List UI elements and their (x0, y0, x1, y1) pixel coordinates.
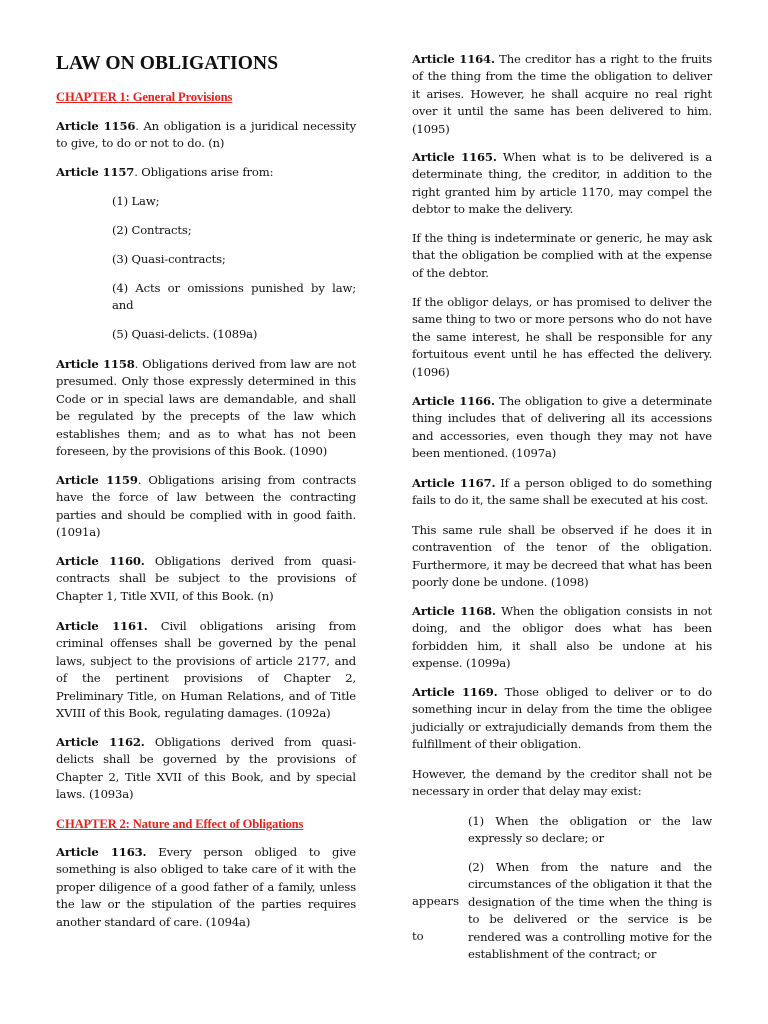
article-label: Article 1156 (56, 119, 136, 133)
article-label: Article 1157 (56, 165, 135, 179)
article-1165 (412, 149, 712, 219)
article-label: Article 1162. (56, 735, 145, 749)
article-1169 (412, 684, 712, 754)
article-1162 (56, 734, 356, 804)
article-text: . Obligations arise from: (134, 165, 274, 179)
article-text: Civil obligations arising from criminal offenses shall be governed by the penal laws, subject to the provisions of article 2177, and of the pertinent provisions of Chapter 2, Preliminary Title, on Human Relations, and of Title XVIII of this Book, regulating damages. (1092a) (56, 619, 357, 721)
article-text: Obligations derived from quasi-delicts shall be governed by the provisions of Chapter 2, Title XVII of this Book, and by special laws. (1093a) (56, 735, 356, 802)
paragraph: However, the demand by the creditor shall not be necessary in order that delay may exist: (412, 767, 712, 799)
article-text: Obligations derived from quasi-contracts shall be subject to the provisions of Chapter 1, Title XVII, of this Book. (n) (56, 554, 356, 603)
article-1167 (412, 475, 712, 510)
list-item: (2) When from the nature and the circumstances of the obligation it that the designation of the time when the thing is to be delivered or the service is be rendered was a controlling motive for the establishment of the contract; or (468, 860, 712, 962)
article-text: When the obligation consists in not doing, and the obligor does what has been forbidden him, it shall also be undone at his expense. (1099a) (412, 604, 712, 671)
list-item: (1) When the obligation or the law expressly so declare; or (468, 814, 712, 846)
article-1164 (412, 51, 712, 138)
article-label: Article 1161. (56, 619, 148, 633)
article-label: Article 1159 (56, 473, 138, 487)
article-label: Article 1168. (412, 604, 496, 618)
list-item: (3) Quasi-contracts; (112, 252, 226, 266)
article-label: Article 1158 (56, 357, 135, 371)
article-1157 (56, 164, 356, 181)
article-label: Article 1166. (412, 394, 495, 408)
list-item: (4) Acts or omissions punished by law; and (112, 281, 356, 313)
paragraph: If the obligor delays, or has promised to deliver the same thing to two or more persons who do not have the same interest, he shall be responsible for any fortuitous event until he has effected the delivery. (1096) (412, 295, 712, 379)
list-item: (2) Contracts; (112, 223, 192, 237)
list-item: (5) Quasi-delicts. (1089a) (112, 327, 258, 341)
article-label: Article 1164. (412, 52, 495, 66)
article-1158 (56, 356, 356, 460)
article-1160 (56, 553, 356, 605)
article-1156 (56, 118, 356, 153)
paragraph: If the thing is indeterminate or generic, he may ask that the obligation be complied with at the expense of the debtor. (412, 231, 712, 280)
article-text: . An obligation is a juridical necessity to give, to do or not to do. (n) (56, 119, 356, 151)
article-text: . Obligations derived from law are not presumed. Only those expressly determined in this Code or in special laws are demandable, and shall be regulated by the precepts of the law which establishes them; and as to what has not been foreseen, by the provisions of this Book. (1090) (56, 357, 356, 459)
chapter-1-heading: CHAPTER 1: General Provisions (56, 90, 233, 104)
paragraph: This same rule shall be observed if he does it in contravention of the tenor of the obligation. Furthermore, it may be decreed that what has been poorly done be undone. (1098) (412, 523, 712, 590)
article-text: Every person obliged to give something is also obliged to take care of it with the proper diligence of a good father of a family, unless the law or the stipulation of the parties requires another standard of care. (1094a) (56, 845, 357, 929)
article-1168 (412, 603, 712, 673)
article-1161 (56, 618, 356, 722)
article-1166 (412, 393, 712, 463)
list-item: (1) Law; (112, 194, 160, 208)
chapter-2-heading: CHAPTER 2: Nature and Effect of Obligations (56, 817, 304, 831)
article-text: . Obligations arising from contracts have the force of law between the contracting parties and should be complied with in good faith. (1091a) (56, 473, 356, 540)
article-text: The creditor has a right to the fruits of the thing from the time the obligation to deliver it arises. However, he shall acquire no real right over it until the same has been delivered to him. (1095) (412, 52, 712, 136)
article-text: If a person obliged to do something fails to do it, the same shall be executed at his cost. (412, 476, 712, 508)
article-label: Article 1163. (56, 845, 147, 859)
article-1159 (56, 472, 356, 542)
margin-word: appears (412, 894, 460, 908)
page-title: LAW ON OBLIGATIONS (56, 53, 279, 74)
article-label: Article 1167. (412, 476, 496, 490)
article-text: The obligation to give a determinate thing includes that of delivering all its accessions and accessories, even though they may not have been mentioned. (1097a) (412, 394, 712, 461)
article-label: Article 1160. (56, 554, 145, 568)
article-label: Article 1165. (412, 150, 497, 164)
article-text: Those obliged to deliver or to do something incur in delay from the time the obligee judicially or extrajudicially demands from them the fulfillment of their obligation. (412, 685, 712, 752)
margin-word: to (412, 929, 424, 943)
article-label: Article 1169. (412, 685, 498, 699)
article-text: When what is to be delivered is a determinate thing, the creditor, in addition to the right granted him by article 1170, may compel the debtor to make the delivery. (412, 150, 712, 217)
article-1163 (56, 844, 356, 931)
